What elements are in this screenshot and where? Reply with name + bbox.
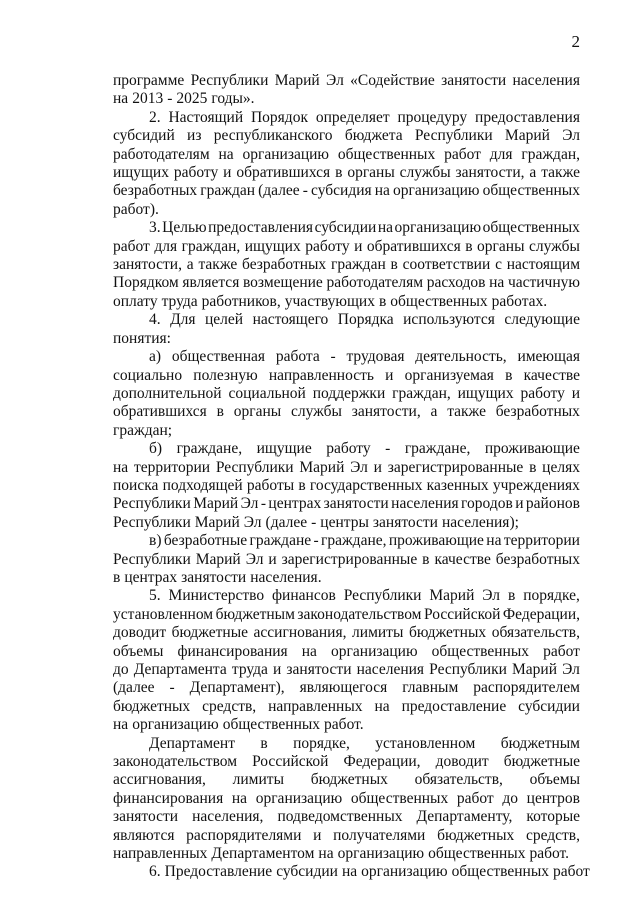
text-line: 6. Предоставление субсидии на организацию общественных работ (149, 863, 590, 881)
paragraph (113, 735, 580, 864)
text-line: ищущих работу и обратившихся в органы службы занятости, а также (113, 164, 580, 182)
text-line: являются распорядителями и получателями бюджетных средств, (113, 826, 580, 844)
page-number: 2 (571, 32, 580, 51)
text-line: на территории Республики Марий Эл и зарегистрированные в целях (113, 458, 580, 476)
text-line: программе Республики Марий Эл «Содействие занятости населения (113, 72, 580, 89)
text-line: (далее - Департамент), являющегося главным распорядителем (113, 679, 580, 697)
text-line: социально полезную направленность и организуемая в качестве (113, 366, 580, 384)
text-line: Порядком является возмещение работодателям расходов на частичную (113, 274, 580, 292)
text-line: финансирования на организацию общественных работ до центров (113, 789, 580, 807)
text-line: в центрах занятости населения. (113, 568, 322, 586)
paragraph (113, 348, 580, 440)
text-line: до Департамента труда и занятости населения Республики Марий Эл (113, 661, 580, 678)
text-line: безработных граждан (далее - субсидия на организацию общественных (113, 182, 580, 200)
document-body (113, 72, 590, 882)
text-line: Республики Марий Эл - центрах занятости населения городов и районов (113, 495, 580, 513)
text-line: поиска подходящей работы в государственных казенных учреждениях (113, 476, 580, 494)
text-line: на 2013 - 2025 годы». (113, 90, 255, 108)
text-line: понятия: (113, 329, 171, 347)
paragraph (113, 72, 580, 109)
text-line: работ для граждан, ищущих работу и обратившихся в органы службы (113, 237, 580, 255)
text-line: занятости населения, подведомственных Департаменту, которые (113, 808, 580, 826)
text-line: 4. Для целей настоящего Порядка используются следующие (149, 311, 580, 329)
text-line: ассигнования, лимиты бюджетных обязательств, объемы (113, 771, 580, 789)
paragraph (113, 109, 580, 219)
text-line: дополнительной социальной поддержки граждан, ищущих работу и (113, 384, 580, 402)
text-line: 3. Целью предоставления субсидии на организацию общественных (149, 219, 580, 237)
text-line: Республики Марий Эл (далее - центры занятости населения); (113, 513, 519, 531)
text-line: граждан; (113, 421, 173, 439)
paragraph (113, 311, 580, 348)
text-line: объемы финансирования на организацию общественных работ (113, 642, 580, 660)
text-line: работ). (113, 200, 159, 218)
text-line: установленном бюджетным законодательством Российской Федерации, (113, 605, 580, 623)
text-line: бюджетных средств, направленных на предоставление субсидии (113, 697, 580, 715)
text-line: законодательством Российской Федерации, доводит бюджетные (113, 753, 580, 771)
paragraph (113, 863, 590, 881)
text-line: работодателям на организацию общественных работ для граждан, (113, 145, 580, 163)
text-line: доводит бюджетные ассигнования, лимиты бюджетных обязательств, (113, 624, 580, 642)
text-line: направленных Департаментом на организацию общественных работ. (113, 845, 570, 863)
paragraph (113, 219, 580, 311)
text-line: обратившихся в органы службы занятости, а также безработных (113, 403, 580, 421)
text-line: а) общественная работа - трудовая деятельность, имеющая (149, 348, 580, 366)
paragraph (113, 532, 580, 587)
text-line: на организацию общественных работ. (113, 716, 364, 734)
text-line: оплату труда работников, участвующих в общественных работах. (113, 292, 548, 310)
text-line: в) безработные граждане - граждане, проживающие на территории (149, 532, 580, 550)
text-line: Департамент в порядке, установленном бюджетным (149, 734, 580, 752)
text-line: Республики Марий Эл и зарегистрированные в качестве безработных (113, 550, 580, 568)
text-line: 5. Министерство финансов Республики Марий Эл в порядке, (149, 587, 580, 605)
text-line: б) граждане, ищущие работу - граждане, проживающие (149, 440, 580, 458)
text-line: 2. Настоящий Порядок определяет процедуру предоставления (149, 108, 580, 126)
paragraph (113, 587, 580, 734)
text-line: субсидий из республиканского бюджета Республики Марий Эл (113, 127, 580, 145)
paragraph (113, 440, 580, 532)
text-line: занятости, а также безработных граждан в соответствии с настоящим (113, 256, 580, 274)
